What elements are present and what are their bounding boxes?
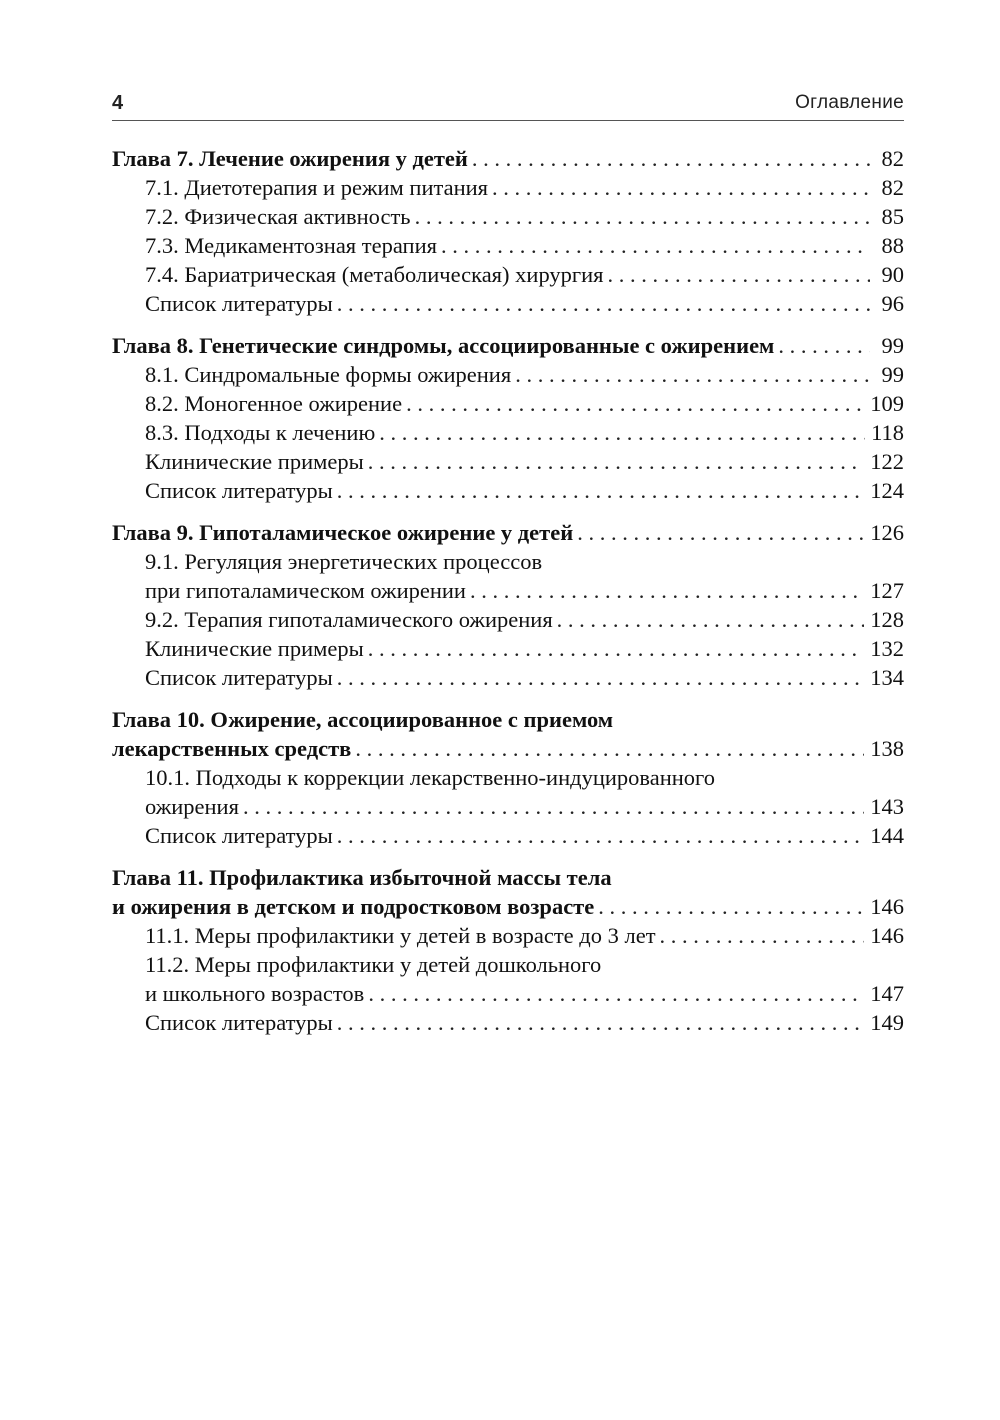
dot-leader — [557, 605, 865, 634]
toc-entry[interactable] — [112, 476, 904, 505]
dot-leader — [379, 418, 865, 447]
toc-chapter-title[interactable] — [112, 734, 904, 763]
toc-page-number: 124 — [870, 478, 904, 503]
toc-page-number: 138 — [870, 736, 904, 761]
dot-leader — [337, 476, 864, 505]
toc-chapter — [112, 863, 904, 1037]
toc-page-number: 146 — [870, 894, 904, 919]
toc-page-number: 88 — [881, 233, 904, 258]
dot-leader — [441, 231, 870, 260]
toc-entry-title: Глава 7. Лечение ожирения у детей — [112, 146, 468, 171]
toc-entry-title: Клинические примеры — [145, 449, 364, 474]
toc-entry[interactable] — [112, 663, 904, 692]
toc-entry-title: 8.1. Синдромальные формы ожирения — [145, 362, 512, 387]
toc-chapter — [112, 518, 904, 692]
toc-entry-title: Список литературы — [145, 1010, 333, 1035]
dot-leader — [355, 734, 864, 763]
toc-page-number: 134 — [870, 665, 904, 690]
dot-leader — [470, 576, 864, 605]
toc-entry-title: 7.1. Диетотерапия и режим питания — [145, 175, 489, 200]
toc-chapter-title[interactable] — [112, 518, 904, 547]
toc-entry[interactable] — [112, 821, 904, 850]
toc-entry-title: 9.2. Терапия гипоталамического ожирения — [145, 607, 553, 632]
dot-leader — [660, 921, 865, 950]
toc-page-number: 126 — [870, 520, 904, 545]
toc-entry[interactable] — [112, 921, 904, 950]
toc-page-number: 144 — [870, 823, 904, 848]
toc-entry-title: 7.3. Медикаментозная терапия — [145, 233, 437, 258]
toc-page-number: 90 — [881, 262, 904, 287]
toc-page-number: 132 — [870, 636, 904, 661]
toc-entry-title: 10.1. Подходы к коррекции лекарственно-индуцированного — [145, 765, 715, 790]
toc-chapter-title[interactable] — [112, 863, 904, 892]
dot-leader — [368, 634, 865, 663]
dot-leader — [608, 260, 870, 289]
toc-page-number: 109 — [870, 391, 904, 416]
dot-leader — [492, 173, 870, 202]
dot-leader — [337, 1008, 864, 1037]
toc-entry-title: 11.1. Меры профилактики у детей в возрасте до 3 лет — [145, 923, 656, 948]
page-header — [112, 92, 904, 121]
toc-page-number: 147 — [870, 981, 904, 1006]
toc-page-number: 122 — [870, 449, 904, 474]
toc-entry[interactable] — [112, 979, 904, 1008]
toc-entry[interactable] — [112, 576, 904, 605]
dot-leader — [472, 144, 870, 173]
dot-leader — [243, 792, 864, 821]
toc-page-number: 146 — [870, 923, 904, 948]
dot-leader — [598, 892, 864, 921]
toc-page-number: 96 — [881, 291, 904, 316]
toc-entry-title: 7.2. Физическая активность — [145, 204, 411, 229]
toc-chapter-title[interactable] — [112, 892, 904, 921]
toc-page-number: 85 — [881, 204, 904, 229]
toc-entry-title: 7.4. Бариатрическая (метаболическая) хирургия — [145, 262, 604, 287]
toc-page-number: 127 — [870, 578, 904, 603]
dot-leader — [368, 979, 864, 1008]
toc-chapter-title[interactable] — [112, 705, 904, 734]
toc-page-number: 99 — [881, 333, 904, 358]
toc-entry[interactable] — [112, 447, 904, 476]
toc-entry-title: 11.2. Меры профилактики у детей дошкольного — [145, 952, 602, 977]
toc-entry[interactable] — [112, 792, 904, 821]
toc-page-number: 143 — [870, 794, 904, 819]
running-title: Оглавление — [795, 92, 904, 113]
toc-entry[interactable] — [112, 547, 904, 576]
toc-chapter — [112, 144, 904, 318]
toc-entry[interactable] — [112, 634, 904, 663]
table-of-contents — [112, 144, 904, 1050]
toc-entry-title: и ожирения в детском и подростковом возрасте — [112, 894, 595, 919]
toc-entry[interactable] — [112, 1008, 904, 1037]
dot-leader — [337, 821, 864, 850]
dot-leader — [337, 663, 864, 692]
toc-entry-title: при гипоталамическом ожирении — [145, 578, 466, 603]
toc-entry[interactable] — [112, 360, 904, 389]
toc-entry-title: Глава 9. Гипоталамическое ожирение у детей — [112, 520, 574, 545]
toc-page-number: 118 — [871, 420, 904, 445]
dot-leader — [778, 331, 870, 360]
toc-entry[interactable] — [112, 389, 904, 418]
toc-chapter-title[interactable] — [112, 331, 904, 360]
toc-entry-title: Клинические примеры — [145, 636, 364, 661]
toc-entry-title: Список литературы — [145, 478, 333, 503]
toc-page-number: 149 — [870, 1010, 904, 1035]
dot-leader — [368, 447, 865, 476]
toc-entry-title: 8.3. Подходы к лечению — [145, 420, 376, 445]
toc-entry-title: Список литературы — [145, 665, 333, 690]
toc-page-number: 128 — [870, 607, 904, 632]
dot-leader — [515, 360, 870, 389]
toc-entry[interactable] — [112, 763, 904, 792]
toc-chapter-title[interactable] — [112, 144, 904, 173]
toc-page-number: 82 — [881, 175, 904, 200]
toc-page-number: 99 — [881, 362, 904, 387]
toc-chapter — [112, 705, 904, 850]
dot-leader — [337, 289, 870, 318]
toc-entry-title: Список литературы — [145, 291, 333, 316]
toc-entry-title: Глава 8. Генетические синдромы, ассоциированные с ожирением — [112, 333, 775, 358]
page-number: 4 — [112, 92, 124, 114]
dot-leader — [406, 389, 864, 418]
toc-entry[interactable] — [112, 605, 904, 634]
toc-entry-title: Глава 11. Профилактика избыточной массы тела — [112, 865, 612, 890]
toc-entry-title: 9.1. Регуляция энергетических процессов — [145, 549, 543, 574]
toc-entry-title: ожирения — [145, 794, 239, 819]
toc-entry-title: лекарственных средств — [112, 736, 352, 761]
toc-entry-title: Глава 10. Ожирение, ассоциированное с приемом — [112, 707, 614, 732]
toc-entry[interactable] — [112, 231, 904, 260]
toc-entry[interactable] — [112, 173, 904, 202]
dot-leader — [577, 518, 864, 547]
toc-chapter — [112, 331, 904, 505]
toc-entry[interactable] — [112, 289, 904, 318]
toc-entry-title: и школьного возрастов — [145, 981, 365, 1006]
toc-entry[interactable] — [112, 202, 904, 231]
dot-leader — [415, 202, 870, 231]
toc-entry[interactable] — [112, 418, 904, 447]
toc-entry-title: 8.2. Моногенное ожирение — [145, 391, 403, 416]
toc-page-number: 82 — [881, 146, 904, 171]
toc-entry[interactable] — [112, 950, 904, 979]
toc-entry[interactable] — [112, 260, 904, 289]
toc-entry-title: Список литературы — [145, 823, 333, 848]
